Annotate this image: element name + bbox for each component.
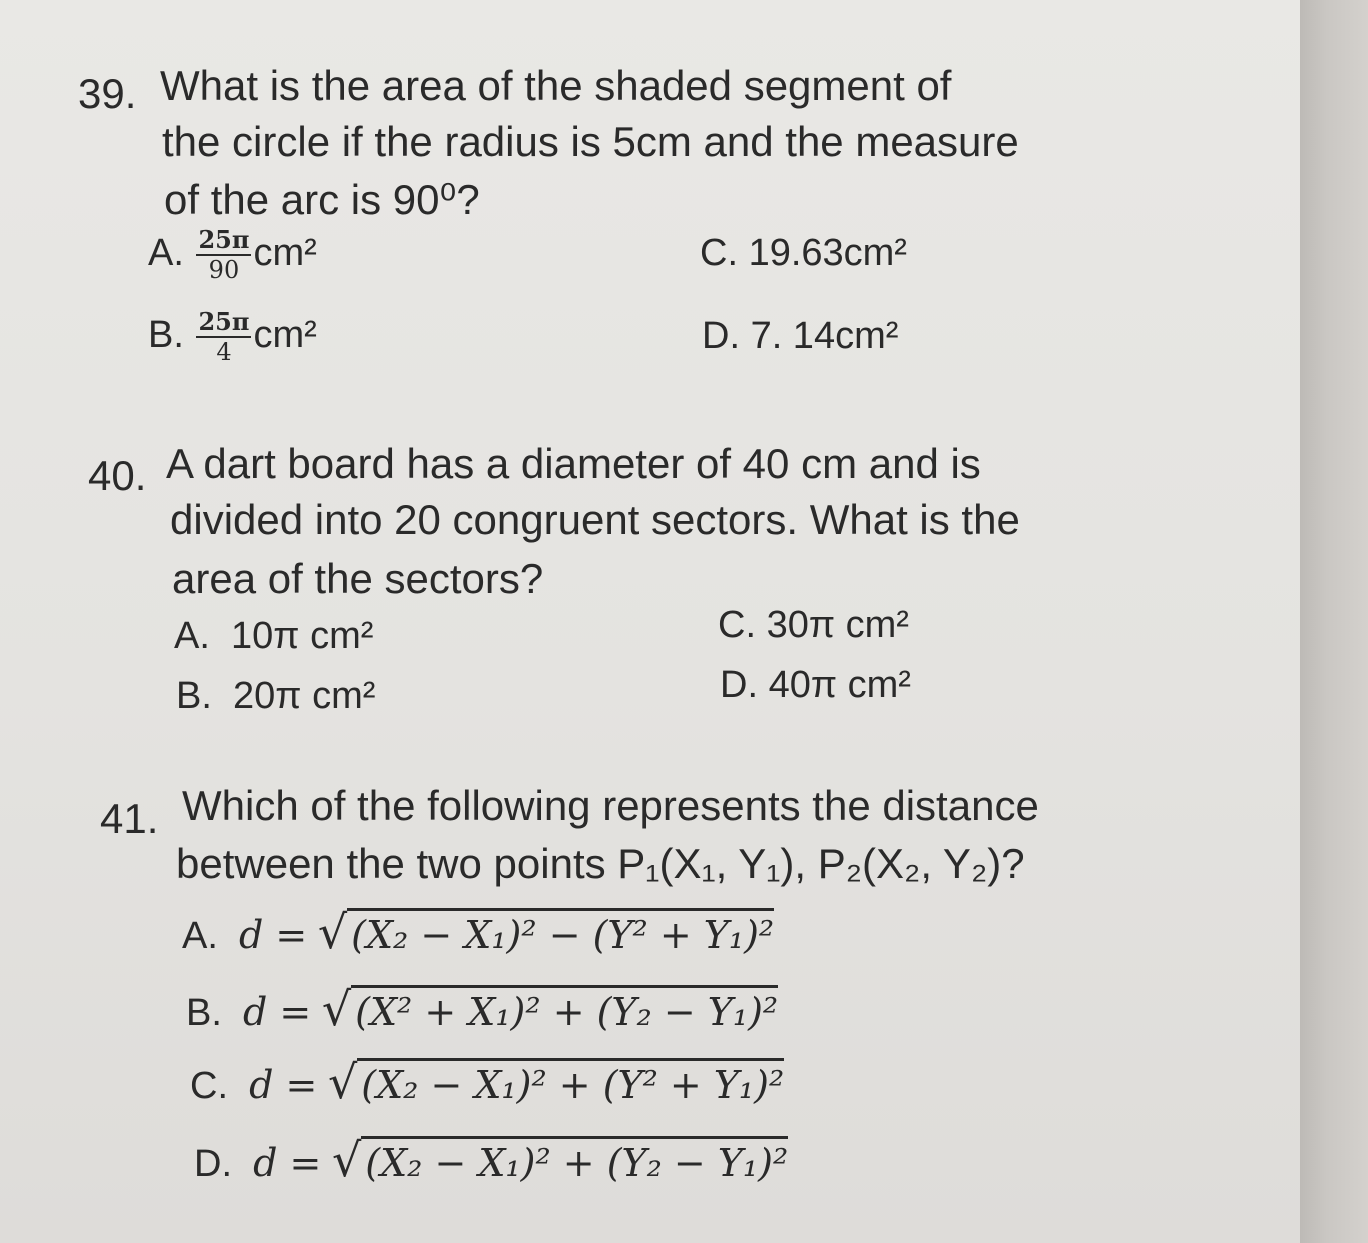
question-text-line: What is the area of the shaded segment of (160, 62, 952, 109)
option-d (194, 1133, 788, 1187)
option-letter: D. (194, 1143, 232, 1185)
question-text-line: A dart board has a diameter of 40 cm and is (166, 440, 981, 487)
option-a (148, 226, 317, 284)
option-text: 20π cm² (233, 675, 376, 717)
option-c (190, 1055, 784, 1109)
square-root-icon: √ (331, 1133, 362, 1187)
question-text-line: the circle if the radius is 5cm and the measure (162, 118, 1019, 165)
formula-expression: (X² + X₁)² + (Y₂ − Y₁)² (351, 985, 778, 1034)
option-b (176, 675, 375, 718)
fraction-numerator: 25π (198, 225, 250, 254)
formula-expression: (X₂ − X₁)² + (Y₂ − Y₁)² (361, 1136, 788, 1185)
question-number: 41. (100, 795, 159, 842)
formula-expression: (X₂ − X₁)² − (Y² + Y₁)² (347, 908, 774, 957)
option-text: 10π cm² (231, 615, 374, 657)
fraction-denominator: 90 (208, 256, 240, 284)
option-letter: C. (190, 1065, 228, 1107)
formula-lhs: d = (253, 1141, 322, 1185)
option-letter: D. (720, 664, 758, 706)
formula-lhs: d = (249, 1063, 318, 1107)
option-letter: C. (718, 604, 756, 646)
option-letter: D. (702, 315, 740, 357)
question-number: 39. (78, 70, 137, 117)
option-text: 19.63cm² (748, 232, 907, 274)
option-letter: A. (174, 615, 210, 657)
option-unit: cm² (253, 232, 317, 275)
option-letter: B. (186, 992, 222, 1034)
option-c (700, 232, 907, 275)
question-text-line: area of the sectors? (172, 555, 544, 602)
option-c (718, 604, 909, 647)
formula-expression: (X₂ − X₁)² + (Y² + Y₁)² (357, 1058, 784, 1107)
formula-lhs: d = (239, 913, 308, 957)
option-a (174, 615, 373, 658)
question-text-line: between the two points P₁(X₁, Y₁), P₂(X₂, Y₂)? (176, 840, 1025, 887)
formula-lhs: d = (243, 990, 312, 1034)
question-text-line: Which of the following represents the distance (182, 782, 1039, 829)
question-text-line: divided into 20 congruent sectors. What is the (170, 496, 1020, 543)
option-text: 7. 14cm² (750, 315, 899, 357)
question-text-line: of the arc is 90⁰? (164, 176, 480, 223)
option-letter: A. (182, 915, 218, 957)
option-text: 40π cm² (768, 664, 911, 706)
option-b (186, 982, 778, 1036)
option-letter: B. (148, 314, 184, 357)
page-edge (1300, 0, 1368, 1243)
square-root-icon: √ (321, 982, 352, 1036)
square-root-icon: √ (327, 1055, 358, 1109)
fraction-denominator: 4 (216, 338, 232, 366)
option-d (702, 315, 898, 358)
option-letter: B. (176, 675, 212, 717)
fraction (196, 226, 251, 284)
question-number: 40. (88, 452, 147, 499)
option-b (148, 308, 317, 366)
fraction-numerator: 25π (198, 307, 250, 336)
square-root-icon: √ (317, 905, 348, 959)
option-d (720, 664, 911, 707)
option-text: 30π cm² (766, 604, 909, 646)
option-letter: C. (700, 232, 738, 274)
option-unit: cm² (253, 314, 317, 357)
option-a (182, 905, 774, 959)
fraction (196, 308, 251, 366)
option-letter: A. (148, 232, 184, 275)
